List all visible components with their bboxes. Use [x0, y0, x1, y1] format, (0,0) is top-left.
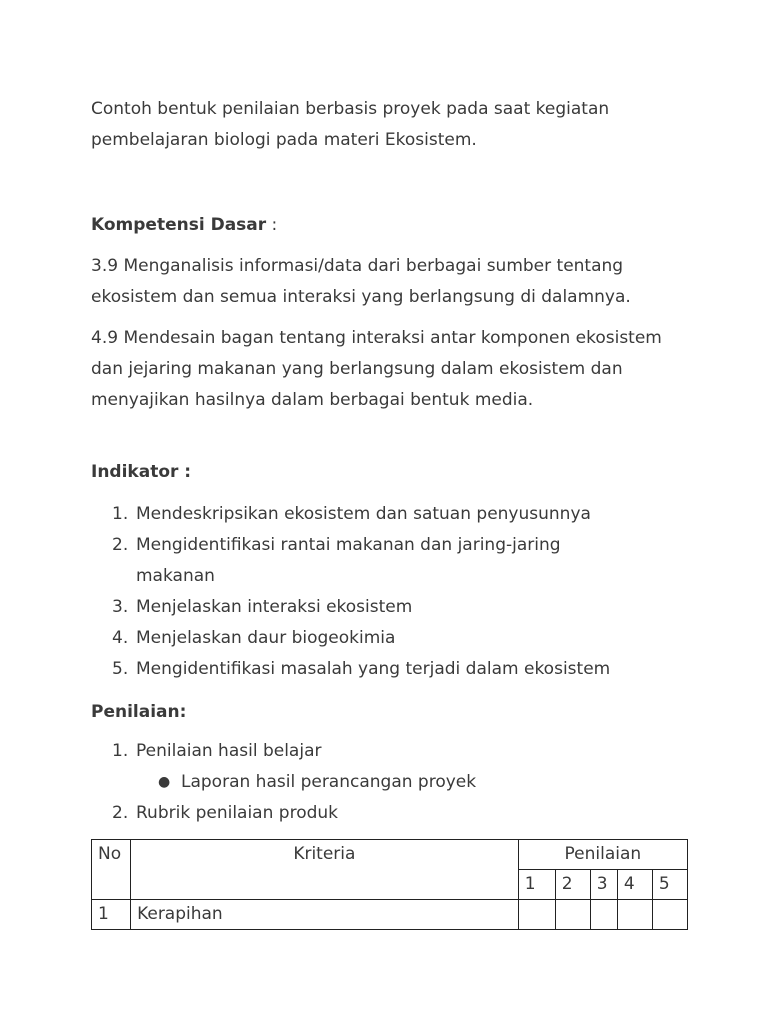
- table-row: [92, 900, 688, 930]
- list-item: 1. Mendeskripsikan ekosistem dan satuan penyusunnya: [112, 504, 591, 524]
- score-header: 5: [652, 870, 687, 900]
- score-header: 1: [518, 870, 555, 900]
- list-item: 2. Mengidentifikasi rantai makanan dan jaring-jaring makanan: [112, 535, 561, 586]
- row-no: 1: [92, 900, 131, 930]
- bullet-icon: ●: [158, 774, 171, 790]
- kompetensi-item-3-9: 3.9 Menganalisis informasi/data dari berbagai sumber tentang ekosistem dan semua interaksi yang berlangsung di dalamnya.: [91, 256, 631, 307]
- score-header: 2: [555, 870, 590, 900]
- intro-paragraph: Contoh bentuk penilaian berbasis proyek pada saat kegiatan pembelajaran biologi pada materi Ekosistem.: [91, 99, 610, 150]
- score-cell: [590, 900, 617, 930]
- penilaian-sub-list: [136, 767, 691, 798]
- score-cell: [555, 900, 590, 930]
- score-cell: [652, 900, 687, 930]
- header-no: No: [92, 840, 131, 900]
- kompetensi-heading-line: [91, 210, 277, 241]
- list-item: 2. Rubrik penilaian produk: [112, 803, 338, 823]
- list-item: 4. Menjelaskan daur biogeokimia: [112, 628, 396, 648]
- kompetensi-item-4-9: 4.9 Mendesain bagan tentang interaksi antar komponen ekosistem dan jejaring makanan yang berlangsung dalam ekosistem dan menyajikan hasilnya dalam berbagai bentuk media.: [91, 328, 662, 410]
- row-kriteria: Kerapihan: [131, 900, 519, 930]
- penilaian-heading: Penilaian:: [91, 702, 187, 722]
- score-header: 4: [617, 870, 652, 900]
- score-cell: [518, 900, 555, 930]
- indikator-list: [91, 499, 691, 685]
- kompetensi-colon: :: [266, 215, 278, 235]
- penilaian-list: [91, 736, 691, 829]
- header-kriteria: Kriteria: [131, 840, 519, 900]
- score-cell: [617, 900, 652, 930]
- kompetensi-heading: Kompetensi Dasar: [91, 215, 267, 235]
- header-penilaian: Penilaian: [518, 840, 687, 870]
- list-item: 1. Penilaian hasil belajar ● Laporan hasil perancangan proyek: [91, 736, 691, 798]
- list-item: ● Laporan hasil perancangan proyek: [136, 767, 691, 798]
- score-header: 3: [590, 870, 617, 900]
- list-item: 3. Menjelaskan interaksi ekosistem: [112, 597, 413, 617]
- rubric-table: [91, 839, 688, 930]
- indikator-heading: Indikator :: [91, 462, 192, 482]
- list-item: 5. Mengidentifikasi masalah yang terjadi dalam ekosistem: [112, 659, 611, 679]
